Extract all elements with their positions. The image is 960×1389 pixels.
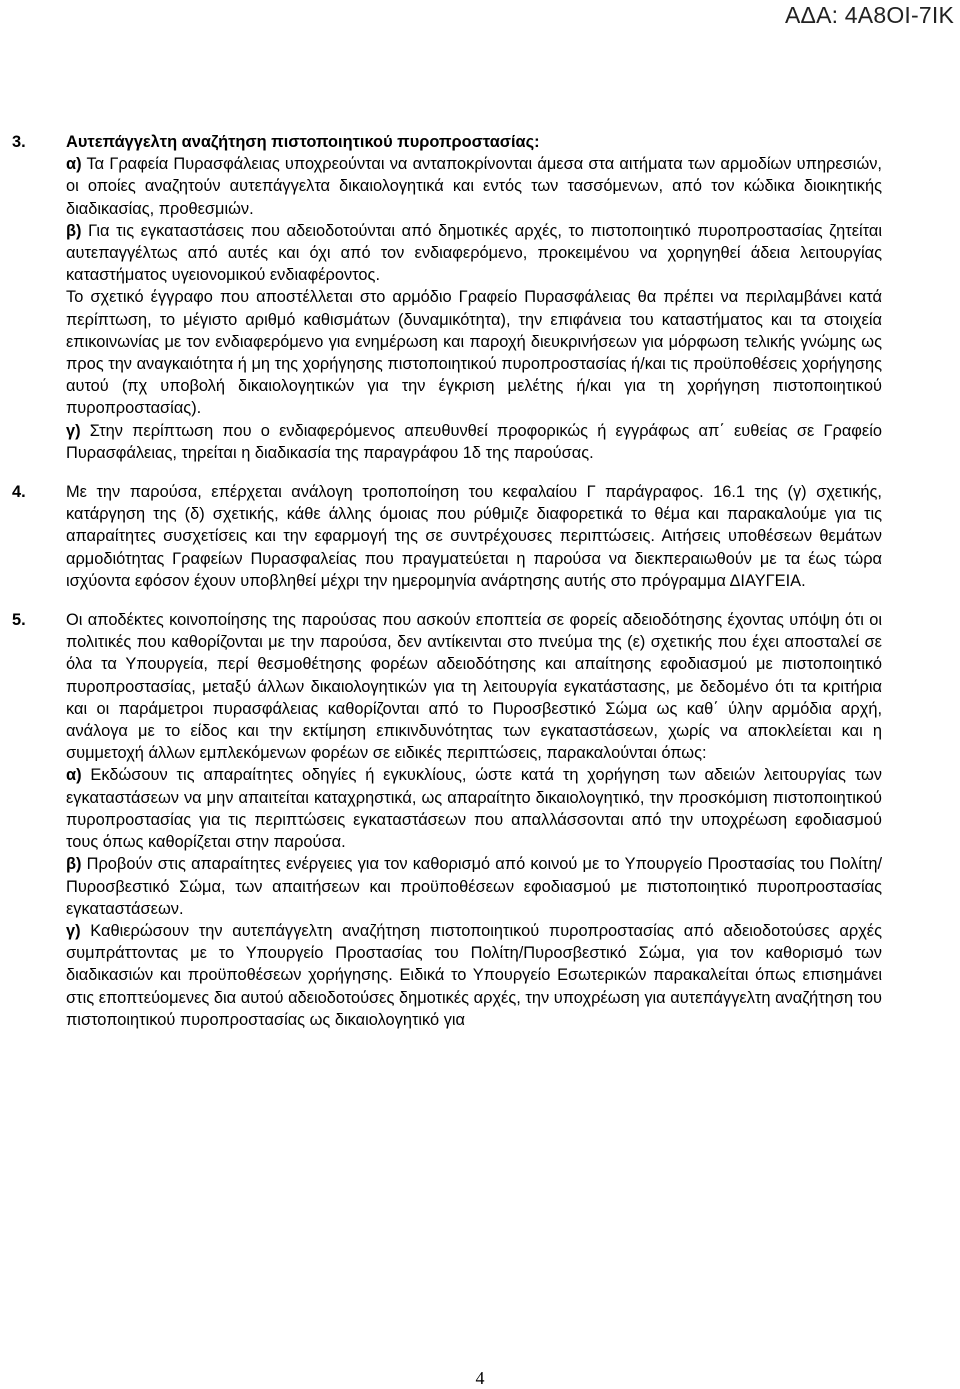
item-label: β) [66, 855, 82, 874]
item-label: β) [66, 221, 82, 240]
item-label: γ) [66, 921, 81, 940]
section-number: 5. [12, 611, 26, 630]
section-5-item-a [66, 764, 882, 853]
item-label: α) [66, 155, 82, 174]
section-5-item-c [66, 920, 882, 1031]
item-text: Τα Γραφεία Πυρασφάλειας υποχρεούνται να ανταποκρίνονται άμεσα στα αιτήματα των αρμοδίων υπηρεσιών, οι οποίες αναζητούν αυτεπάγγελτα δικαιολογητικά και εντός των τασσόμενων, από τον κώδικα διοικητικής διαδικασίας, προθεσμιών. [66, 155, 882, 218]
item-text: Προβούν στις απαραίτητες ενέργειες για τον καθορισμό από κοινού με το Υπουργείο Προστασίας του Πολίτη/Πυροσβεστικό Σώμα, των απαιτήσεων και προϋποθέσεων εφοδιασμού με πιστοποιητικό πυροπροστασίας εγκαταστάσεων. [66, 855, 882, 918]
item-text: Καθιερώσουν την αυτεπάγγελτη αναζήτηση πιστοποιητικού πυροπροστασίας από αδειοδοτούσες αρχές συμπράττοντας με το Υπουργείο Προστασίας του Πολίτη/Πυροσβεστικό Σώμα, για τον καθορισμό των διαδικασιών και προϋποθέσεων χορήγησης. Ειδικά το Υπουργείο Εσωτερικών παρακαλείται όπως επισημάνει στις εποπτεύομενες δια αυτού αδειοδοτούσες δημοτικές αρχές, την υποχρέωση για αυτεπάγγελτη αναζήτηση του πιστοποιητικού πυροπροστασίας ως δικαιολογητικό για [66, 921, 883, 1029]
section-number: 3. [12, 133, 26, 151]
section-3-item-c [66, 420, 882, 464]
item-label: α) [66, 766, 82, 785]
section-5 [12, 609, 882, 1031]
section-3-item-a [66, 153, 882, 220]
ada-code: ΑΔΑ: 4Α8ΟΙ-7ΙΚ [784, 2, 954, 28]
section-3-item-b-continuation: Το σχετικό έγγραφο που αποστέλλεται στο αρμόδιο Γραφείο Πυρασφάλειας θα πρέπει να περιλαμβάνει κατά περίπτωση, το μέγιστο αριθμό καθισμάτων (δυναμικότητα), την επιφάνεια του καταστήματος και τα στοιχεία επικοινωνίας με τον ενδιαφερόμενο για ενημέρωση και παροχή διευκρινήσεων για μόρφωση τελικής γνώμης ως προς την αναγκαιότητα ή μη της χορήγησης πιστοποιητικού πυροπροστασίας ή/και τις προϋποθέσεις χορήγησης αυτού (πχ υποβολή δικαιολογητικών για την έγκριση μελέτης ή/και για τη χορήγηση πιστοποιητικού πυροπροστασίας). [66, 288, 882, 418]
section-text: Οι αποδέκτες κοινοποίησης της παρούσας που ασκούν εποπτεία σε φορείς αδειοδότησης έχοντας υπόψη ότι οι πολιτικές που καθορίζονται με την παρούσα, δεν αντίκεινται στο πνεύμα της (ε) σχετικής που έχει αποσταλεί σε όλα τα Υπουργεία, περί θεσμοθέτησης φορέων αδειοδότησης και απαίτησης εφοδιασμού με πιστοποιητικό πυροπροστασίας, μεταξύ άλλων δικαιολογητικών για τη λειτουργία εγκατάστασης, με δεδομένο ότι τα κριτήρια και οι παράμετροι πυρασφάλειας καθορίζονται από το Πυροσβεστικό Σώμα ως καθ΄ ύλην αρμόδια αρχή, ανάλογα με το είδος και την εκτίμηση επικινδυνότητας των εγκαταστάσεων, χωρίς να αποκλείεται και η συμμετοχή άλλων εμπλεκόμενων φορέων σε ειδικές περιπτώσεις, παρακαλούνται όπως: [66, 611, 882, 763]
section-3-item-b [66, 220, 882, 287]
item-text: Για τις εγκαταστάσεις που αδειοδοτούνται από δημοτικές αρχές, το πιστοποιητικό πυροπροστασίας ζητείται αυτεπαγγέλτως από αυτές και όχι από τον ενδιαφερόμενο, προκειμένου να χορηγηθεί άδεια λειτουργίας καταστήματος υγειονομικού ενδιαφέροντος. [66, 221, 883, 285]
section-5-item-b [66, 853, 882, 920]
item-text: Εκδώσουν τις απαραίτητες οδηγίες ή εγκυκλίους, ώστε κατά τη χορήγηση των αδειών λειτουργίας των εγκαταστάσεων να μην απαιτείται καταχρηστικά, ως απαραίτητο δικαιολογητικό, την προσκόμιση πιστοποιητικού πυροπροστασίας για τις περιπτώσεις εγκαταστάσεων που απαλλάσσονται από την υποχρέωση εφοδιασμού τους όπως καθορίζεται στην παρούσα. [66, 766, 882, 852]
section-text: Με την παρούσα, επέρχεται ανάλογη τροποποίηση του κεφαλαίου Γ παράγραφος. 16.1 της (γ) σχετικής, κατάργηση της (δ) σχετικής, κάθε άλλης όμοιας που ρύθμιζε διαφορετικά το θέμα και παρακαλούμε για τις απαραίτητες συσχετίσεις και την εφαρμογή της σε συντρέχουσες περιπτώσεις. Αιτήσεις υποθέσεων θεμάτων αρμοδιότητας Γραφείων Πυρασφαλείας που πραγματεύεται η παρούσα να διεκπεραιωθούν με τα έως τώρα ισχύοντα εφόσον έχουν υποβληθεί μέχρι την ημερομηνία ανάρτησης αυτής στο πρόγραμμα ΔΙΑΥΓΕΙΑ. [66, 483, 882, 590]
item-text: Στην περίπτωση που ο ενδιαφερόμενος απευθυνθεί προφορικώς ή εγγράφως απ΄ ευθείας σε Γραφείο Πυρασφάλειας, τηρείται η διαδικασία της παραγράφου 1δ της παρούσας. [66, 421, 882, 462]
section-4 [12, 481, 882, 592]
document-body [12, 131, 882, 1031]
section-title: Αυτεπάγγελτη αναζήτηση πιστοποιητικού πυροπροστασίας: [66, 133, 540, 151]
item-label: γ) [66, 421, 81, 440]
page-number: 4 [475, 1368, 485, 1388]
section-number: 4. [12, 483, 26, 502]
section-3 [12, 131, 882, 464]
